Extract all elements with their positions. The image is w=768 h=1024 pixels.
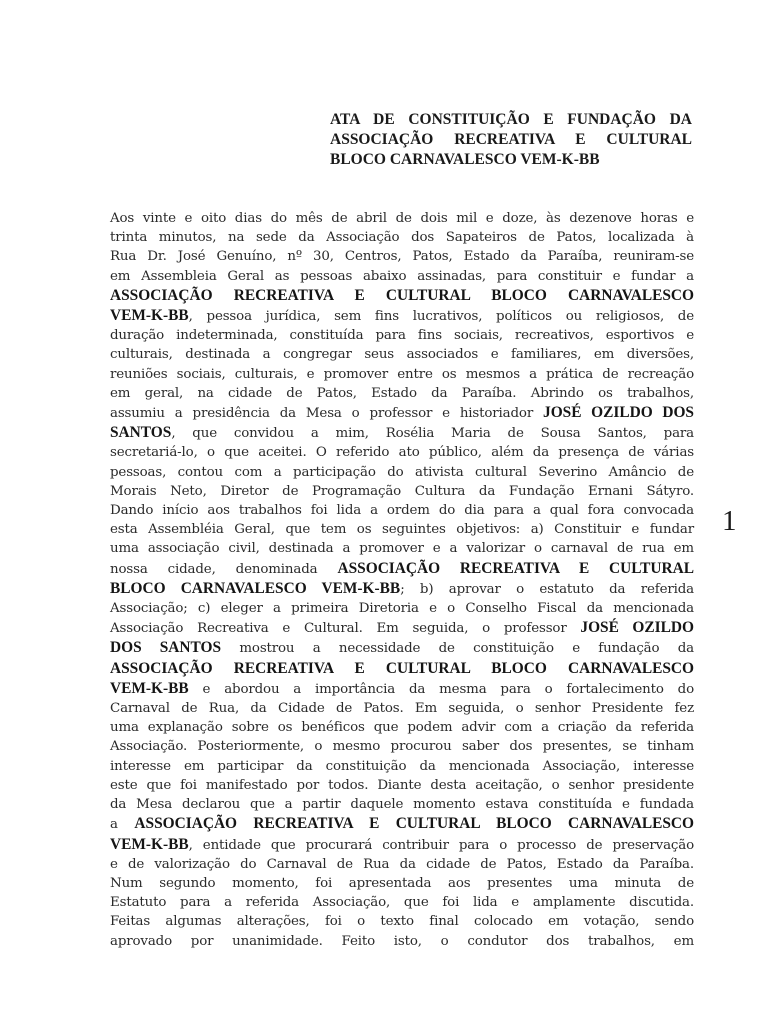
body-line [110, 423, 694, 443]
text: Morais Neto, Diretor de Programação Cultura da Fundação Ernani Sátyro. [110, 483, 694, 499]
body-line [110, 718, 694, 737]
text: a [110, 817, 135, 833]
body-line [110, 326, 694, 345]
text: culturais, destinada a congregar seus associados e familiares, em diversões, [110, 347, 694, 363]
body-line [110, 618, 694, 638]
body-line [110, 286, 694, 306]
text: trinta minutos, na sede da Associação dos Sapateiros de Patos, localizada à [110, 230, 694, 246]
text: reuniões sociais, culturais, e promover entre os mesmos a prática de recreação [110, 366, 694, 382]
text: e de valorização do Carnaval de Rua da cidade de Patos, Estado da Paraíba. [110, 856, 694, 872]
body-line [110, 365, 694, 384]
body-line [110, 247, 694, 266]
body-line [110, 599, 694, 618]
bold-text: JOSÉ OZILDO [580, 619, 694, 637]
body-line [110, 659, 694, 679]
text: secretariá-lo, o que aceitei. O referido ato público, além da presença de várias [110, 445, 694, 461]
text: Associação. Posteriormente, o mesmo procurou saber dos presentes, se tinham [110, 739, 694, 755]
body-line [110, 443, 694, 462]
body-line [110, 463, 694, 482]
title-line: BLOCO CARNAVALESCO VEM-K-BB [330, 151, 600, 168]
text: ; b) aprovar o estatuto da referida [400, 581, 694, 597]
bold-text: SANTOS [110, 424, 172, 442]
body-line [110, 737, 694, 756]
text: Rua Dr. José Genuíno, nº 30, Centros, Patos, Estado da Paraíba, reuniram-se [110, 249, 694, 265]
body-line [110, 757, 694, 776]
body-line [110, 795, 694, 814]
text: , que convidou a mim, Rosélia Maria de Sousa Santos, para [171, 426, 694, 442]
text: uma associação civil, destinada a promover e a valorizar o carnaval de rua em [110, 541, 694, 557]
body-line [110, 306, 694, 326]
bold-text: VEM-K-BB [110, 307, 189, 325]
text: uma explanação sobre os benéficos que podem advir com a criação da referida [110, 720, 694, 736]
body-line [110, 384, 694, 403]
body-line [110, 814, 694, 834]
text: Associação; c) eleger a primeira Diretoria e o Conselho Fiscal da mencionada [110, 601, 694, 617]
body-line [110, 267, 694, 286]
body-line [110, 209, 694, 228]
text: em geral, na cidade de Patos, Estado da Paraíba. Abrindo os trabalhos, [110, 385, 694, 401]
body-line [110, 501, 694, 520]
text: , pessoa jurídica, sem fins lucrativos, políticos ou religiosos, de [188, 309, 694, 325]
text: nossa cidade, denominada [110, 561, 338, 577]
bold-text: ASSOCIAÇÃO RECREATIVA E CULTURAL BLOCO CARNAVALESCO [110, 659, 694, 677]
title-line: ATA DE CONSTITUIÇÃO E FUNDAÇÃO DA [330, 111, 692, 128]
text: Estatuto para a referida Associação, que foi lida e amplamente discutida. [110, 895, 694, 911]
body-line [110, 912, 694, 931]
bold-text: DOS SANTOS [110, 639, 222, 657]
text: esta Assembléia Geral, que tem os seguintes objetivos: a) Constituir e fundar [110, 522, 694, 538]
text: pessoas, contou com a participação do ativista cultural Severino Amâncio de [110, 464, 694, 480]
body-line [110, 699, 694, 718]
bold-text: ASSOCIAÇÃO RECREATIVA E CULTURAL BLOCO CARNAVALESCO [110, 286, 694, 304]
bold-text: VEM-K-BB [110, 835, 189, 853]
page-number: 1 [722, 505, 737, 537]
text: Associação Recreativa e Cultural. Em seguida, o professor [110, 621, 581, 637]
text: duração indeterminada, constituída para fins sociais, recreativos, esportivos e [110, 328, 694, 344]
body-line [110, 228, 694, 247]
bold-text: ASSOCIAÇÃO RECREATIVA E CULTURAL [337, 559, 694, 577]
text: Carnaval de Rua, da Cidade de Patos. Em seguida, o senhor Presidente fez [110, 701, 694, 717]
body-line [110, 679, 694, 699]
body-line [110, 893, 694, 912]
body-line [110, 579, 694, 599]
bold-text: BLOCO CARNAVALESCO VEM-K-BB [110, 579, 401, 597]
text: da Mesa declarou que a partir daquele momento estava constituída e fundada [110, 797, 694, 813]
body-line [110, 932, 694, 951]
body-line [110, 520, 694, 539]
body-line [110, 638, 694, 658]
text: assumiu a presidência da Mesa o professor e historiador [110, 406, 543, 422]
text: interesse em participar da constituição da mencionada Associação, interesse [110, 758, 694, 774]
title-line: ASSOCIAÇÃO RECREATIVA E CULTURAL [330, 131, 692, 148]
bold-text: ASSOCIAÇÃO RECREATIVA E CULTURAL BLOCO CARNAVALESCO [134, 815, 694, 833]
text: mostrou a necessidade de constituição e fundação da [221, 641, 694, 657]
text: este que foi manifestado por todos. Diante desta aceitação, o senhor presidente [110, 777, 694, 793]
body-line [110, 874, 694, 893]
document-body [110, 209, 694, 951]
body-line [110, 835, 694, 855]
text: e abordou a importância da mesma para o fortalecimento do [188, 681, 694, 697]
text: Num segundo momento, foi apresentada aos presentes uma minuta de [110, 875, 694, 891]
body-line [110, 559, 694, 579]
bold-text: JOSÉ OZILDO DOS [543, 404, 694, 422]
text: Aos vinte e oito dias do mês de abril de dois mil e doze, às dezenove horas e [110, 211, 694, 226]
bold-text: VEM-K-BB [110, 679, 189, 697]
text: em Assembleia Geral as pessoas abaixo assinadas, para constituir e fundar a [110, 268, 694, 284]
body-line [110, 539, 694, 558]
text: Feitas algumas alterações, foi o texto final colocado em votação, sendo [110, 914, 694, 930]
text: aprovado por unanimidade. Feito isto, o condutor dos trabalhos, em [110, 933, 694, 949]
body-line [110, 482, 694, 501]
body-line [110, 855, 694, 874]
text: , entidade que procurará contribuir para o processo de preservação [188, 837, 694, 853]
body-line [110, 403, 694, 423]
document-title [330, 110, 692, 170]
body-line [110, 345, 694, 364]
body-line [110, 776, 694, 795]
text: Dando início aos trabalhos foi lida a ordem do dia para a qual fora convocada [110, 503, 694, 519]
